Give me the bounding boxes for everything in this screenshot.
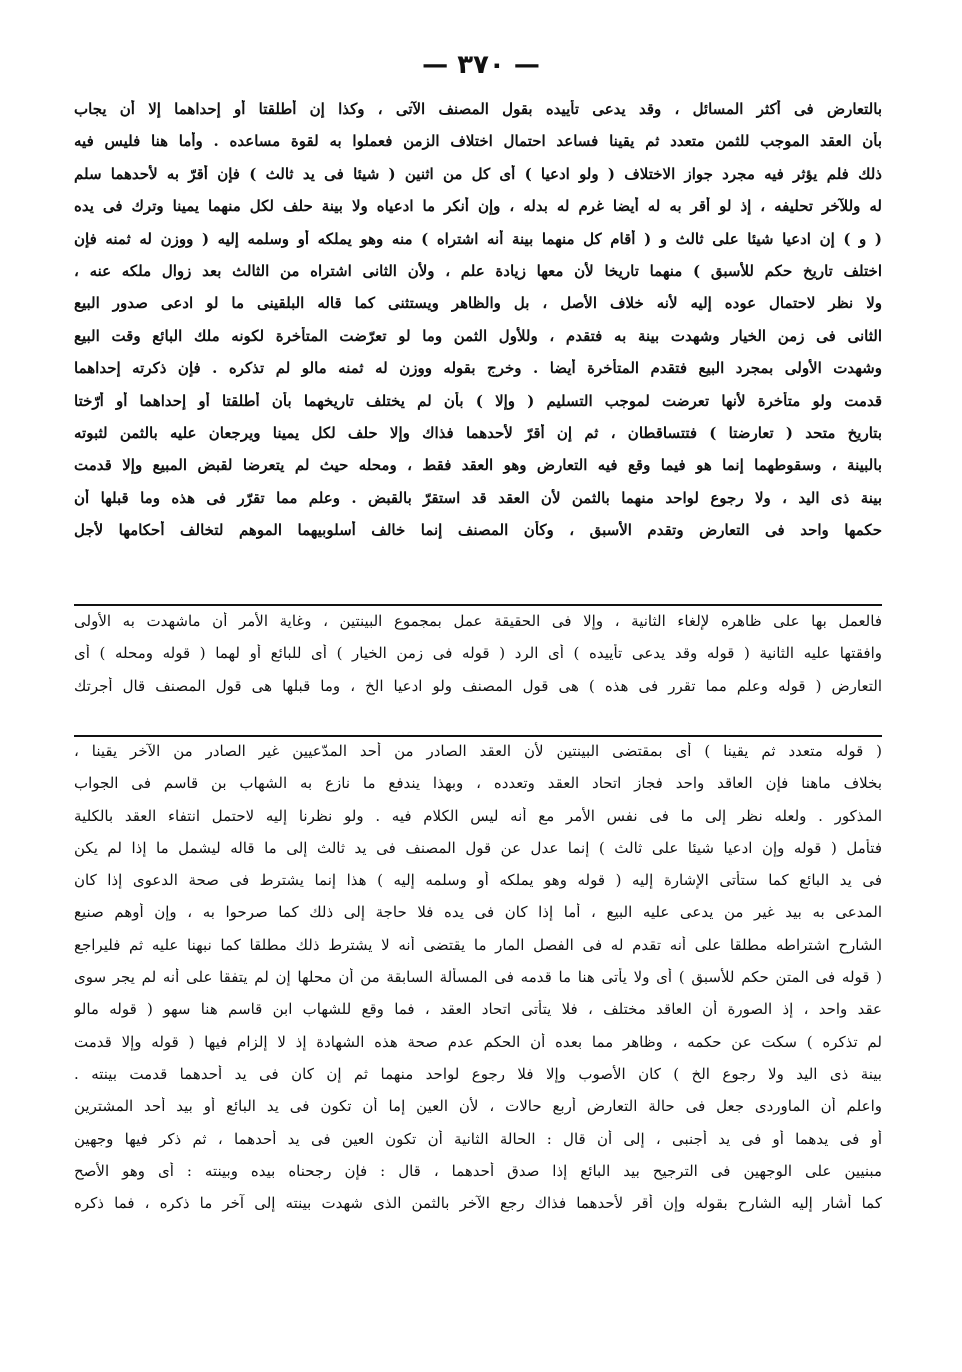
text-line: بتاريخ متحد ( تعارضتا ) فتتساقطان ، ثم إن أقرّ لأحدهما فذاك وإلا حلف لكل يمينا ويرجعان عليه بالثمن لثبوته <box>74 423 882 442</box>
divider-rule <box>74 604 882 606</box>
text-line: ولا نظر لاحتمال عوده إليه لأنه خلاف الأصل ، بل والظاهر ويستثنى كما قاله البلقينى ما لو ادعى صدور البيع <box>74 294 882 313</box>
text-line: اختلف تاريخ حكم للأسبق ) منهما تاريخا لأن معها زيادة علم ، ولأن الثانى اشتراه من الثالث بعد زوال ملكه عنه ، <box>74 261 882 280</box>
text-line: بينة ذى اليد ولا رجوع الخ ) كان الأصوب وإلا فلا رجوع لواحد منهما ثم إن كان فى يد أحدهما قدمت بينته . <box>74 1064 882 1083</box>
text-line: أو فى يدهما أو فى يد أجنبى ، إلى أن قال : الحالة الثانية أن تكون العين فى يد أحدهما ، ثم ذكر فيها وجهين <box>74 1129 882 1148</box>
text-line: عقد واحد ، إذ الصورة أن العاقد مختلف ، فلا يتأتى اتحاد العقد ، فما وقع للشهاب ابن قاسم هنا سهو ( قوله مالو <box>74 1000 882 1019</box>
text-line: فى يد البائع كما ستأتى الإشارة إليه ( قوله وهو يملكه أو وسلمه إليه ) هذا إنما يشترط فى صحة الدعوى إذا كان <box>74 871 882 890</box>
text-line: وشهدت الأولى بمجرد البيع فتقدم المتأخرة أيضا . وخرج بقوله ووزن له ثمنه مالو لم تذكره . فإن ذكرته إحداهما <box>74 359 882 378</box>
text-line: ( و ) إن ادعيا شيئا على ثالث و ( أقام كل منهما بينة أنه اشتراه ) منه وهو يملكه أو وسلمه إليه ( ووزن له ثمنه فإن <box>74 229 882 248</box>
footnotes <box>74 742 882 1226</box>
text-line: له وللآخر تحليفه ، إذ لو أقر به له أيضا غرم له بدله ، وإن أنكر ما ادعياه ولا بينة حلف لكل منهما يمينا وترك فى يده <box>74 197 882 216</box>
text-line: واعلم أن الماوردى جعل فى حالة التعارض أربع حالات ، لأن العين إما أن تكون فى يد البائع أو بيد أحد المشترين <box>74 1097 882 1116</box>
text-line: مبنيين على الوجهين فى الترجيح بيد البائع إذا صدق أحدهما ، قال : فإن رجحناه بيده وبينته : أى وهو الأصح <box>74 1161 882 1180</box>
text-line: المدعى به بيد غير من يدعى عليه البيع ، أما إذا كان فى يده فلا حاجة إلى ذلك كما صرحوا به ، وإن أوهم صنيع <box>74 903 882 922</box>
text-line: ذلك فلم يؤثر فيه مجرد جواز الاختلاف ( ولو ادعيا ) أى كل من اثنين ( شيئا فى يد ثالث ) فإن أقرّ به لأحدهما سلم <box>74 164 882 183</box>
text-line: ( قوله فى المتن حكم للأسبق ) أى ولا يأتى هنا ما قدمه فى المسألة السابقة من أن محلها إن لم يتفقا على أنه لم يجر سوى <box>74 968 882 987</box>
middle-note <box>74 612 882 709</box>
text-line: كما أشار إليه الشارح بقوله وإن أقر لأحدهما فذاك رجع الآخر بالثمن الذى شهدت بينته إلى آخر ما ذكره ، فما ذكره <box>74 1194 882 1213</box>
text-line: قدمت ولو متأخرة لأنها تعرضت لموجب التسليم ( وإلا ) بأن لم يختلف تاريخهما بأن أطلقتا أو إحداهما أو أرّختا <box>74 391 882 410</box>
divider-rule <box>74 735 882 737</box>
text-line: بخلاف ماهنا فإن العاقد واحد فجاز اتحاد العقد وتعدده ، وبهذا يندفع ما نازع به الشهاب بن قاسم فى الجواب <box>74 774 882 793</box>
text-line: بينة ذى اليد ، ولا رجوع لواحد منهما بالثمن لأن العقد قد استقرّ بالقبض . وعلم مما تقرّر فى هذه وما قبلها أن <box>74 488 882 507</box>
main-text <box>74 100 882 553</box>
text-line: بالتعارض فى أكثر المسائل ، وقد يدعى تأييده بقول المصنف الآتى ، وكذا إن أطلقتا أو إحداهما إلا أن يجاب <box>74 100 882 118</box>
text-line: بالبينة ، وسقوطهما إنما هو فيما وقع فيه التعارض وهو العقد فقط ، ومحله حيث لم يتعرضا لقبض المبيع وإلا قدمت <box>74 456 882 475</box>
text-line: الثانى فى زمن الخيار وشهدت بينة به فتقدم ، وللأول الثمن وما لو تعرّضت المتأخرة لكونه ملك البائع وقت البيع <box>74 326 882 345</box>
text-line: المذكور . ولعله نظر إلى ما فى نفس الأمر مع أنه ليس الكلام فيه . ولو نظرنا إليه لاحتمل انتفاء العقد بالكلية <box>74 806 882 825</box>
text-line: التعارض ( قوله وعلم مما تقرر فى هذه ) هى قول المصنف ولو ادعيا الخ ، وما قبلها هى قول المصنف قال أجرتك <box>74 676 882 695</box>
text-line: لم تذكره ) سكت عن حكمه ، وظاهر مما بعده أن الحكم عدم صحة هذه الشهادة إذ لا إلزام فيها ( قوله وإلا قدمت <box>74 1032 882 1051</box>
text-line: ( قوله متعدد ثم يقينا ) أى بمقتضى البينتين لأن العقد الصادر من أحد المدّعيين غير الصادر من الآخر يقينا ، <box>74 742 882 760</box>
text-line: فالعمل بها على ظاهره لإلغاء الثانية ، وإلا فى الحقيقة عمل بمجموع البينتين ، وغاية الأمر أن ماشهدت به الأولى <box>74 612 882 630</box>
text-line: الشارح اشتراطه مطلقا على أنه تقدم له فى الفصل المار ما يقتضى أنه لا يشترط ذلك مطلقا كما نبهنا عليه ثم فليراجع <box>74 935 882 954</box>
text-line: حكمها واحد فى التعارض وتقدم الأسبق ، وكأن المصنف إنما خالف أسلوبيهما الموهم لتخالف أحكامها لأجل <box>74 521 882 540</box>
text-line: وافقتها عليه الثانية ( قوله وقد يدعى تأييده ) أى الرد ( قوله فى زمن الخيار ) أى للبائع أو لهما ( قوله ومحله ) أى <box>74 644 882 663</box>
text-line: فتأمل ( قوله وإن ادعيا شيئا على ثالث ) إنما عدل عن قول المصنف فى يد ثالث إلى ما قاله ليشمل ما إذا لم يكن <box>74 838 882 857</box>
text-line: بأن العقد الموجب للثمن متعدد ثم يقينا فساعد احتمال اختلاف الزمن فعملوا به لقوة مساعده . وأما هنا فليس فيه <box>74 132 882 151</box>
page-number: — ٣٧٠ — <box>422 50 540 80</box>
